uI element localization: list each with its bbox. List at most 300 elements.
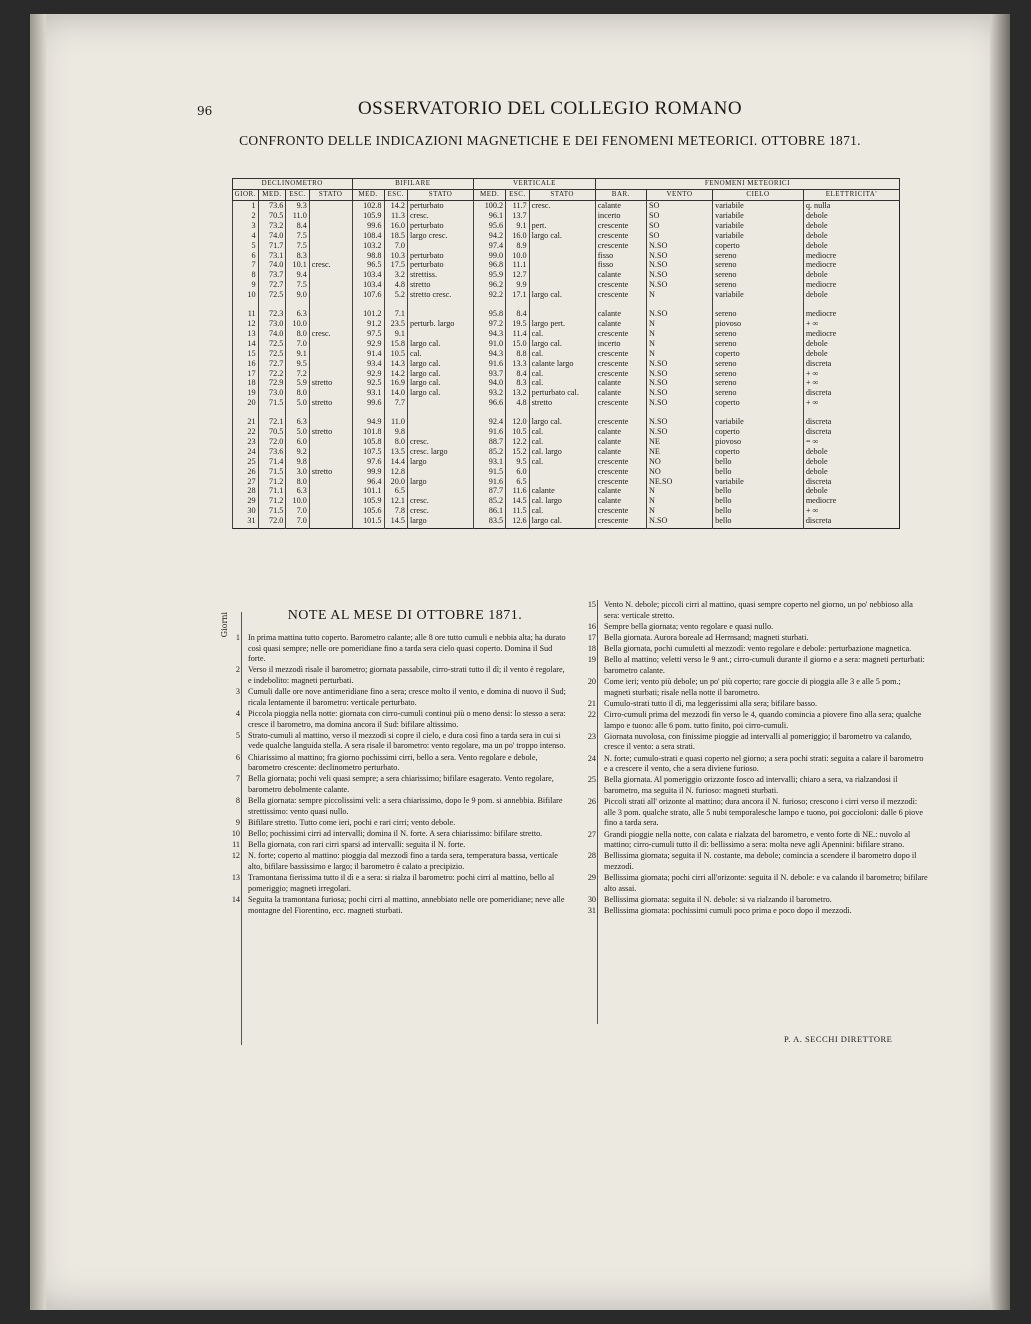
table-cell: cresc. [309, 329, 352, 339]
note-text: Seguita la tramontana furiosa; pochi cirri al mattino, annebbiato nelle ore pomeridiane; neve alle montagne del Fiorentino, ecc. magneti sturbati. [248, 894, 565, 915]
note-text: Vento N. debole; piccoli cirri al mattino, quasi sempre coperto nel giorno, un po' nebbioso alla sera: verticale stretto. [604, 600, 913, 620]
table-cell: 97.2 [474, 319, 506, 329]
table-cell: largo cal. [529, 417, 595, 427]
table-cell: discreta [803, 359, 899, 369]
table-cell: stretto [309, 467, 352, 477]
table-cell: strettiss. [407, 270, 473, 280]
table-cell: coperto [713, 398, 804, 408]
note-entry [222, 665, 566, 686]
table-cell: N [646, 329, 712, 339]
table-cell: 16.0 [506, 231, 529, 241]
table-cell: 9.8 [384, 427, 407, 437]
table-cell: 105.8 [352, 437, 384, 447]
table-cell: 103.4 [352, 280, 384, 290]
note-entry [578, 633, 928, 644]
note-entry [578, 906, 928, 917]
table-cell: stretto [309, 427, 352, 437]
table-row [233, 369, 900, 379]
table-cell: cresc. [529, 201, 595, 211]
table-cell: 14.4 [384, 457, 407, 467]
table-row [233, 467, 900, 477]
table-cell: 8.0 [286, 477, 309, 487]
table-cell: 93.2 [474, 388, 506, 398]
table-cell: 12.8 [384, 467, 407, 477]
note-day: 2 [235, 665, 240, 675]
table-cell: 98.8 [352, 251, 384, 261]
table-cell: 1 [233, 201, 259, 211]
table-cell: 16.9 [384, 378, 407, 388]
table-row [233, 486, 900, 496]
table-cell: calante [595, 486, 646, 496]
table-cell: N.SO [646, 359, 712, 369]
note-text: Verso il mezzodì risale il barometro; giornata passabile, cirro-strati tutto il dì; il vento è regolare, e indebolito: magneti perturbati. [248, 665, 565, 685]
table-row [233, 260, 900, 270]
table-cell [595, 300, 646, 309]
table-cell [529, 211, 595, 221]
note-text: Bella giornata. Aurora boreale ad Herrnsand; magneti sturbati. [604, 632, 809, 642]
table-cell: perturb. largo [407, 319, 473, 329]
table-cell: 9.1 [384, 329, 407, 339]
table-cell [646, 300, 712, 309]
table-cell: calante [595, 447, 646, 457]
table-cell: largo cal. [529, 339, 595, 349]
table-cell: NE.SO [646, 477, 712, 487]
table-cell: 15.0 [506, 339, 529, 349]
table-cell: 10.0 [286, 496, 309, 506]
note-text: Cumuli dalle ore nove antimeridiane fino a sera; cresce molto il vento, e domina di nuovo il Sud; ricala lentamente il barometro: verticale perturbato. [248, 687, 566, 707]
table-cell: 92.9 [352, 339, 384, 349]
note-entry [222, 633, 566, 665]
note-entry [222, 796, 566, 817]
table-cell: 8.4 [506, 369, 529, 379]
table-cell: 9.2 [286, 447, 309, 457]
table-cell [506, 408, 529, 417]
table-cell: crescente [595, 516, 646, 528]
table-cell [233, 408, 259, 417]
note-entry [222, 753, 566, 774]
table-cell: incerto [595, 339, 646, 349]
table-cell [309, 477, 352, 487]
table-cell [309, 270, 352, 280]
note-text: Tramontana fierissima tutto il dì e a sera: si rialza il barometro: pochi cirri al mattino, bello al pomeriggio; magneti irregolari. [248, 873, 555, 893]
table-cell [646, 408, 712, 417]
table-cell [309, 211, 352, 221]
page-edge-left [30, 14, 46, 1310]
table-cell [407, 300, 473, 309]
table-cell [286, 300, 309, 309]
table-cell: 14.2 [384, 201, 407, 211]
table-cell: 87.7 [474, 486, 506, 496]
table-cell: 3.0 [286, 467, 309, 477]
table-cell: variabile [713, 477, 804, 487]
table-cell: 26 [233, 467, 259, 477]
table-cell: 7.5 [286, 280, 309, 290]
table-cell: perturbato [407, 251, 473, 261]
note-day: 28 [587, 851, 596, 861]
note-text: Piccoli strati all' orizonte al mattino; dura ancora il N. furioso; crescono i cirri verso il mezzodì: alle 3 pom. qualche strato, alle 5 nubi temporalesche lampo e tuono, poi goccioloni: dalle 6 piove fino a tarda sera. [604, 797, 923, 828]
note-text: Giornata nuvolosa, con finissime pioggie ad intervalli al pomeriggio; il barometro va calando, cresce il vento: a sera strati. [604, 731, 912, 752]
table-cell: 9.5 [286, 359, 309, 369]
table-cell: 96.8 [474, 260, 506, 270]
table-cell: 95.6 [474, 221, 506, 231]
table-cell: 74.0 [258, 260, 286, 270]
table-cell: 9.4 [286, 270, 309, 280]
table-cell: q. nulla [803, 201, 899, 211]
table-cell [233, 300, 259, 309]
table-cell: 91.6 [474, 427, 506, 437]
table-cell: 91.2 [352, 319, 384, 329]
table-cell: 8.4 [286, 221, 309, 231]
table-row [233, 516, 900, 528]
table-cell: crescente [595, 457, 646, 467]
table-cell: calante largo [529, 359, 595, 369]
table-cell [803, 300, 899, 309]
table-cell: 5.0 [286, 398, 309, 408]
table-cell: 11.7 [506, 201, 529, 211]
table-cell: calante [595, 437, 646, 447]
table-cell: calante [595, 427, 646, 437]
table-cell: mediocre [803, 251, 899, 261]
table-cell: largo cal. [407, 388, 473, 398]
table-cell: cal. [529, 349, 595, 359]
table-cell: crescente [595, 329, 646, 339]
table-cell: crescente [595, 280, 646, 290]
table-cell: 102.8 [352, 201, 384, 211]
table-cell: 13.7 [506, 211, 529, 221]
table-cell: crescente [595, 241, 646, 251]
table-cell: calante [595, 496, 646, 506]
table-cell: crescente [595, 290, 646, 300]
table-cell: 103.2 [352, 241, 384, 251]
table-cell: pert. [529, 221, 595, 231]
table-cell: N [646, 486, 712, 496]
table-cell: 72.9 [258, 378, 286, 388]
table-cell: 14.5 [506, 496, 529, 506]
table-cell: 91.0 [474, 339, 506, 349]
table-cell: 4.8 [506, 398, 529, 408]
table-cell [407, 467, 473, 477]
table-cell: 7.1 [384, 309, 407, 319]
table-cell [309, 359, 352, 369]
table-body [233, 201, 900, 529]
group-header: VERTICALE [474, 179, 596, 190]
table-cell: 14 [233, 339, 259, 349]
table-cell: 12 [233, 319, 259, 329]
table-cell: N.SO [646, 378, 712, 388]
table-cell: N.SO [646, 251, 712, 261]
table-cell [713, 408, 804, 417]
table-cell: 17 [233, 369, 259, 379]
group-header: FENOMENI METEORICI [595, 179, 899, 190]
table-cell [309, 319, 352, 329]
table-cell: 94.9 [352, 417, 384, 427]
note-text: N. forte; cumulo-strati e quasi coperto nel giorno; a sera pochi strati: seguita a calare il barometro e a crescere il vento, che a sera diviene furioso. [604, 753, 924, 774]
table-cell: 74.0 [258, 329, 286, 339]
table-row [233, 329, 900, 339]
table-cell: 95.8 [474, 309, 506, 319]
table-cell: 73.1 [258, 251, 286, 261]
table-cell [309, 201, 352, 211]
table-cell: 97.4 [474, 241, 506, 251]
table-cell: 73.6 [258, 201, 286, 211]
table-cell: 11.6 [506, 486, 529, 496]
note-entry [578, 754, 928, 775]
table-cell: NE [646, 437, 712, 447]
table-cell: debole [803, 486, 899, 496]
table-row [233, 349, 900, 359]
table-cell [529, 260, 595, 270]
table-cell: 14.5 [384, 516, 407, 528]
table-cell: 17.5 [384, 260, 407, 270]
table-cell: crescente [595, 467, 646, 477]
table-cell [384, 300, 407, 309]
table-cell [407, 408, 473, 417]
table-cell: 9.8 [286, 457, 309, 467]
table-cell: 70.5 [258, 211, 286, 221]
table-cell: 96.4 [352, 477, 384, 487]
table-cell: 86.1 [474, 506, 506, 516]
table-cell: debole [803, 241, 899, 251]
table-cell: variabile [713, 211, 804, 221]
table-cell [529, 241, 595, 251]
table-cell: 29 [233, 496, 259, 506]
table-cell: 5.0 [286, 427, 309, 437]
table-cell: 8.9 [506, 241, 529, 251]
table-cell: crescente [595, 417, 646, 427]
note-text: N. forte; coperto al mattino: pioggia dal mezzodì fino a tarda sera, temperatura bassa, verticale alto, bifilare bassissimo e largo; il barometro è calato a precipizio. [248, 851, 558, 871]
table-cell: 3 [233, 221, 259, 231]
table-cell: 13.3 [506, 359, 529, 369]
table-row [233, 339, 900, 349]
note-entry [578, 895, 928, 906]
table-cell: 6.3 [286, 309, 309, 319]
table-cell: mediocre [803, 496, 899, 506]
table-cell: 11.0 [286, 211, 309, 221]
table-cell [407, 309, 473, 319]
table-cell: 13.5 [384, 447, 407, 457]
table-cell [529, 280, 595, 290]
table-row [233, 408, 900, 417]
table-cell: 72.5 [258, 339, 286, 349]
note-text: Bella giornata, con rari cirri sparsi ad intervalli: seguita il N. forte. [248, 840, 466, 850]
table-cell: + ∞ [803, 319, 899, 329]
note-day: 7 [235, 774, 240, 784]
table-cell: discreta [803, 516, 899, 528]
table-cell: 8.0 [286, 329, 309, 339]
table-cell: 22 [233, 427, 259, 437]
table-cell: 31 [233, 516, 259, 528]
table-cell: sereno [713, 339, 804, 349]
table-cell: 12.0 [506, 417, 529, 427]
table-cell: 7.0 [384, 241, 407, 251]
table-cell: sereno [713, 388, 804, 398]
note-entry [578, 873, 928, 894]
table-cell: 6.0 [286, 437, 309, 447]
table-cell [309, 300, 352, 309]
table-row [233, 496, 900, 506]
table-cell: cal. [529, 427, 595, 437]
table-cell: 10 [233, 290, 259, 300]
table-cell [309, 231, 352, 241]
table-cell: N [646, 319, 712, 329]
note-day: 13 [231, 873, 240, 883]
table-cell [529, 309, 595, 319]
note-entry [578, 622, 928, 633]
table-cell: 6.3 [286, 417, 309, 427]
table-row [233, 201, 900, 211]
column-header: STATO [407, 190, 473, 201]
group-header-row [233, 179, 900, 190]
table-cell: 7.7 [384, 398, 407, 408]
table-cell: bello [713, 506, 804, 516]
column-header: GIOR. [233, 190, 259, 201]
table-cell: bello [713, 516, 804, 528]
table-row [233, 290, 900, 300]
table-row [233, 300, 900, 309]
table-cell: 24 [233, 447, 259, 457]
table-row [233, 251, 900, 261]
note-day: 30 [587, 894, 596, 904]
column-header: ESC. [506, 190, 529, 201]
table-cell: 30 [233, 506, 259, 516]
table-cell: sereno [713, 369, 804, 379]
table-cell: N [646, 290, 712, 300]
magnetic-meteorological-table [232, 178, 900, 529]
table-cell: + ∞ [803, 369, 899, 379]
table-cell [258, 300, 286, 309]
table-cell: 3.2 [384, 270, 407, 280]
table-cell: 72.5 [258, 349, 286, 359]
table-cell: debole [803, 211, 899, 221]
note-day: 15 [587, 600, 596, 609]
table-cell: 5.2 [384, 290, 407, 300]
table-cell: 97.6 [352, 457, 384, 467]
table-cell: discreta [803, 477, 899, 487]
note-day: 19 [587, 655, 596, 665]
table-cell: 71.1 [258, 486, 286, 496]
table-cell: 7 [233, 260, 259, 270]
column-header: MED. [258, 190, 286, 201]
table-cell: fisso [595, 260, 646, 270]
note-entry [222, 851, 566, 872]
table-cell: variabile [713, 201, 804, 211]
note-day: 12 [231, 851, 240, 861]
table-cell: calante [529, 486, 595, 496]
table-cell: sereno [713, 359, 804, 369]
table-cell: 72.1 [258, 417, 286, 427]
table-cell: N [646, 496, 712, 506]
table-cell: 91.4 [352, 349, 384, 359]
table-cell: 72.5 [258, 290, 286, 300]
table-cell: variabile [713, 221, 804, 231]
table-cell [407, 329, 473, 339]
table-cell: perturbato cal. [529, 388, 595, 398]
table-cell: crescente [595, 359, 646, 369]
table-row [233, 241, 900, 251]
table-cell [309, 388, 352, 398]
table-cell: 11.1 [506, 260, 529, 270]
table-cell: 93.4 [352, 359, 384, 369]
table-cell: sereno [713, 329, 804, 339]
note-day: 3 [235, 687, 240, 697]
note-entry [578, 600, 928, 621]
notes-right-column [578, 600, 928, 917]
table-cell: 101.5 [352, 516, 384, 528]
note-day: 26 [587, 797, 596, 807]
table-cell: N.SO [646, 516, 712, 528]
table-cell [506, 300, 529, 309]
table-cell [309, 447, 352, 457]
table-cell [309, 496, 352, 506]
table-cell: sereno [713, 309, 804, 319]
table-cell: 7.5 [286, 241, 309, 251]
table-cell [474, 408, 506, 417]
table-cell: 10.3 [384, 251, 407, 261]
days-label: Giorni [220, 612, 229, 638]
note-day: 10 [231, 829, 240, 839]
table-cell: cal. [529, 457, 595, 467]
table-cell: stretto [309, 378, 352, 388]
table-cell: 6.3 [286, 486, 309, 496]
note-day: 31 [587, 906, 596, 916]
table-cell [309, 516, 352, 528]
table-cell: 99.6 [352, 221, 384, 231]
table-cell [309, 339, 352, 349]
table-row [233, 417, 900, 427]
table-cell: 9.0 [286, 290, 309, 300]
table-cell: mediocre [803, 309, 899, 319]
table-cell: 108.4 [352, 231, 384, 241]
table-cell: 73.0 [258, 319, 286, 329]
note-day: 9 [235, 817, 240, 827]
table-cell [407, 398, 473, 408]
table-cell [529, 408, 595, 417]
table-cell: 27 [233, 477, 259, 487]
table-cell: 4.8 [384, 280, 407, 290]
table-cell [529, 477, 595, 487]
table-cell: 10.0 [286, 319, 309, 329]
table-cell: 21 [233, 417, 259, 427]
table-cell: 85.2 [474, 447, 506, 457]
table-cell: 12.1 [384, 496, 407, 506]
table-cell: debole [803, 349, 899, 359]
note-text: Bella giornata. Al pomeriggio orizzonte fosco ad intervalli; chiaro a sera, va rialzandosi il barometro, ma seguita il N. furioso: magneti sturbati. [604, 775, 898, 796]
note-text: Bellissima giornata: seguita il N. debole: si va rialzando il barometro. [604, 894, 832, 904]
table-cell: 11.0 [384, 417, 407, 427]
table-cell: 96.1 [474, 211, 506, 221]
table-cell: 6.5 [384, 486, 407, 496]
table-cell [529, 270, 595, 280]
table-cell: 7.0 [286, 506, 309, 516]
table-cell: 9.5 [506, 457, 529, 467]
note-text: Bello al mattino; veletti verso le 9 ant.; cirro-cumuli durante il giorno e a sera: magneti perturbati: barometro calante. [604, 655, 925, 675]
table-cell: 73.2 [258, 221, 286, 231]
table-cell: 9.1 [286, 349, 309, 359]
signature: P. A. SECCHI DIRETTORE [784, 1034, 893, 1044]
table-cell: 91.5 [474, 467, 506, 477]
table-cell: 94.3 [474, 349, 506, 359]
table-cell: 93.7 [474, 369, 506, 379]
table-cell: crescente [595, 398, 646, 408]
table-cell [309, 280, 352, 290]
column-header-row [233, 190, 900, 201]
table-cell: 107.6 [352, 290, 384, 300]
table-cell [595, 408, 646, 417]
table-cell: N.SO [646, 270, 712, 280]
table-cell: N.SO [646, 369, 712, 379]
table-cell: 11 [233, 309, 259, 319]
table-cell: 9.1 [506, 221, 529, 231]
